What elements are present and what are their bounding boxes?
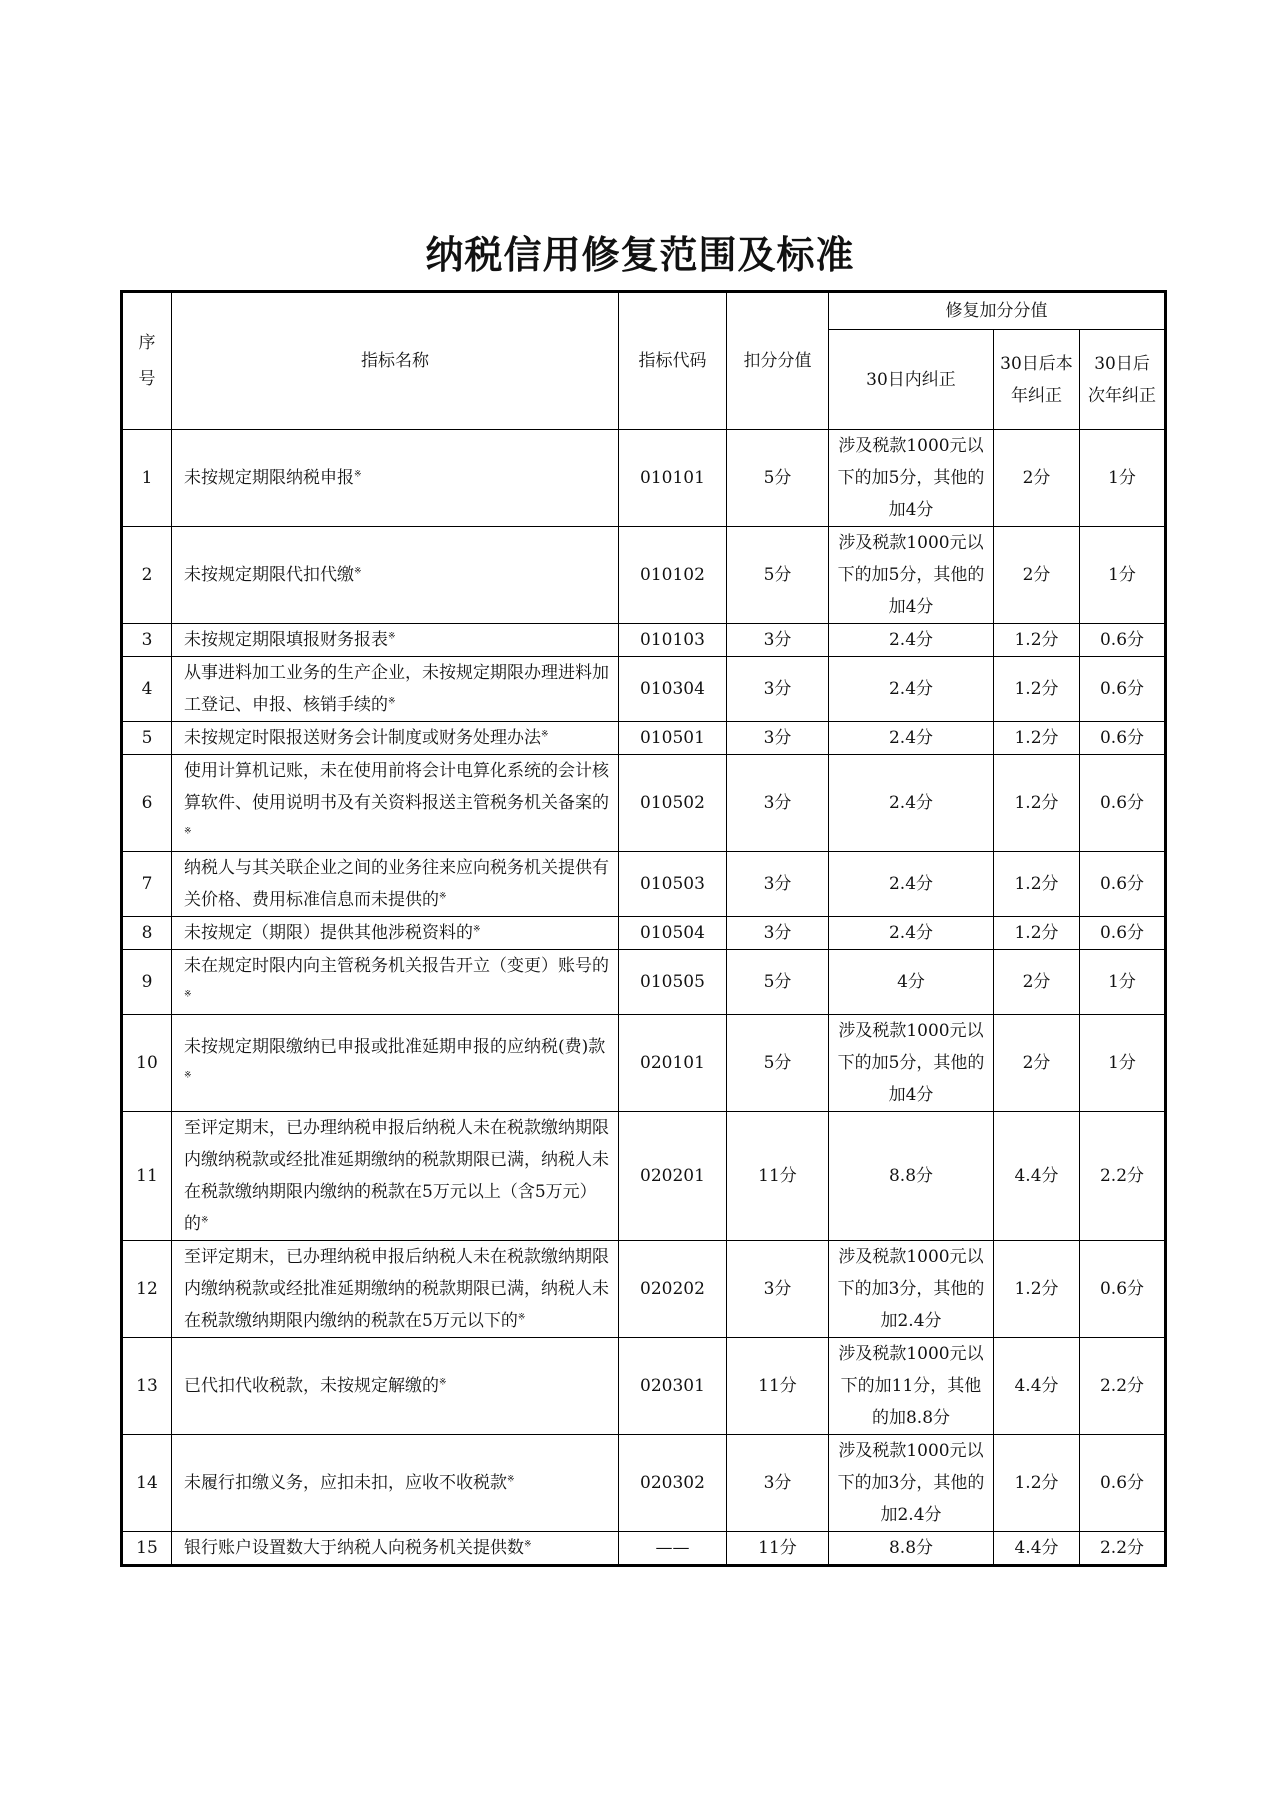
row-this-year-score: 2分 bbox=[994, 1015, 1080, 1112]
row-seq: 10 bbox=[122, 1015, 172, 1112]
row-within30-score: 2.4分 bbox=[829, 657, 994, 722]
indicator-name-text: 未按规定（期限）提供其他涉税资料的 bbox=[184, 923, 473, 943]
row-indicator-name bbox=[172, 917, 619, 950]
row-seq: 7 bbox=[122, 852, 172, 917]
row-within30-score: 涉及税款1000元以下的加5分，其他的加4分 bbox=[829, 527, 994, 624]
row-this-year-score: 1.2分 bbox=[994, 917, 1080, 950]
row-indicator-name bbox=[172, 1338, 619, 1435]
row-this-year-score: 2分 bbox=[994, 527, 1080, 624]
table-row bbox=[122, 1112, 1166, 1241]
indicator-name-text: 银行账户设置数大于纳税人向税务机关提供数 bbox=[184, 1538, 524, 1558]
row-deduct-score: 3分 bbox=[727, 722, 829, 755]
row-indicator-name bbox=[172, 755, 619, 852]
table-row bbox=[122, 755, 1166, 852]
indicator-name-text: 至评定期末，已办理纳税申报后纳税人未在税款缴纳期限内缴纳税款或经批准延期缴纳的税款期限已满，纳税人未在税款缴纳期限内缴纳的税款在5万元以上（含5万元）的 bbox=[184, 1118, 609, 1234]
reference-mark: ※ bbox=[507, 1474, 515, 1485]
row-this-year-score: 4.4分 bbox=[994, 1112, 1080, 1241]
row-this-year-score: 1.2分 bbox=[994, 852, 1080, 917]
page-title: 纳税信用修复范围及标准 bbox=[425, 232, 855, 277]
row-seq: 5 bbox=[122, 722, 172, 755]
row-next-year-score: 1分 bbox=[1080, 527, 1166, 624]
indicator-name-text: 已代扣代收税款，未按规定解缴的 bbox=[184, 1376, 439, 1396]
row-within30-score: 涉及税款1000元以下的加3分，其他的加2.4分 bbox=[829, 1435, 994, 1532]
row-seq: 6 bbox=[122, 755, 172, 852]
row-next-year-score: 1分 bbox=[1080, 950, 1166, 1015]
row-within30-score: 2.4分 bbox=[829, 852, 994, 917]
table-row bbox=[122, 624, 1166, 657]
row-seq: 15 bbox=[122, 1532, 172, 1566]
row-seq: 1 bbox=[122, 430, 172, 527]
header-after30-this-year: 30日后本年纠正 bbox=[994, 330, 1080, 430]
row-this-year-score: 1.2分 bbox=[994, 722, 1080, 755]
row-deduct-score: 11分 bbox=[727, 1532, 829, 1566]
header-code: 指标代码 bbox=[619, 292, 727, 430]
row-seq: 13 bbox=[122, 1338, 172, 1435]
row-deduct-score: 3分 bbox=[727, 852, 829, 917]
credit-repair-table bbox=[120, 290, 1167, 1567]
row-deduct-score: 5分 bbox=[727, 430, 829, 527]
row-next-year-score: 0.6分 bbox=[1080, 852, 1166, 917]
row-code: 010503 bbox=[619, 852, 727, 917]
row-code: 020301 bbox=[619, 1338, 727, 1435]
row-seq: 2 bbox=[122, 527, 172, 624]
reference-mark: ※ bbox=[388, 696, 396, 707]
row-within30-score: 2.4分 bbox=[829, 917, 994, 950]
reference-mark: ※ bbox=[473, 924, 481, 935]
row-within30-score: 涉及税款1000元以下的加5分，其他的加4分 bbox=[829, 430, 994, 527]
header-deduct: 扣分分值 bbox=[727, 292, 829, 430]
reference-mark: ※ bbox=[354, 469, 362, 480]
indicator-name-text: 未按规定期限缴纳已申报或批准延期申报的应纳税(费)款 bbox=[184, 1037, 606, 1057]
reference-mark: ※ bbox=[184, 826, 192, 837]
row-code: 020101 bbox=[619, 1015, 727, 1112]
row-next-year-score: 0.6分 bbox=[1080, 755, 1166, 852]
row-code: 020201 bbox=[619, 1112, 727, 1241]
row-code: 010304 bbox=[619, 657, 727, 722]
row-this-year-score: 1.2分 bbox=[994, 755, 1080, 852]
row-this-year-score: 4.4分 bbox=[994, 1532, 1080, 1566]
header-repair-group: 修复加分分值 bbox=[829, 292, 1166, 330]
indicator-name-text: 未按规定时限报送财务会计制度或财务处理办法 bbox=[184, 728, 541, 748]
table-row bbox=[122, 852, 1166, 917]
row-code: —— bbox=[619, 1532, 727, 1566]
row-seq: 4 bbox=[122, 657, 172, 722]
header-seq-label: 序号 bbox=[138, 333, 156, 389]
row-deduct-score: 5分 bbox=[727, 1015, 829, 1112]
row-within30-score: 4分 bbox=[829, 950, 994, 1015]
row-this-year-score: 1.2分 bbox=[994, 624, 1080, 657]
row-code: 010103 bbox=[619, 624, 727, 657]
row-within30-score: 8.8分 bbox=[829, 1112, 994, 1241]
row-within30-score: 2.4分 bbox=[829, 624, 994, 657]
row-indicator-name bbox=[172, 852, 619, 917]
indicator-name-text: 使用计算机记账，未在使用前将会计电算化系统的会计核算软件、使用说明书及有关资料报送主管税务机关备案的 bbox=[184, 761, 609, 813]
row-next-year-score: 0.6分 bbox=[1080, 917, 1166, 950]
row-code: 010504 bbox=[619, 917, 727, 950]
table-row bbox=[122, 430, 1166, 527]
header-name: 指标名称 bbox=[172, 292, 619, 430]
row-deduct-score: 3分 bbox=[727, 917, 829, 950]
row-this-year-score: 1.2分 bbox=[994, 657, 1080, 722]
table-row bbox=[122, 950, 1166, 1015]
row-deduct-score: 3分 bbox=[727, 624, 829, 657]
row-next-year-score: 2.2分 bbox=[1080, 1532, 1166, 1566]
row-deduct-score: 3分 bbox=[727, 755, 829, 852]
row-next-year-score: 0.6分 bbox=[1080, 657, 1166, 722]
row-indicator-name bbox=[172, 624, 619, 657]
indicator-name-text: 未按规定期限代扣代缴 bbox=[184, 565, 354, 585]
row-deduct-score: 3分 bbox=[727, 1241, 829, 1338]
row-seq: 11 bbox=[122, 1112, 172, 1241]
row-deduct-score: 3分 bbox=[727, 657, 829, 722]
row-within30-score: 涉及税款1000元以下的加3分，其他的加2.4分 bbox=[829, 1241, 994, 1338]
row-indicator-name bbox=[172, 1532, 619, 1566]
row-within30-score: 8.8分 bbox=[829, 1532, 994, 1566]
reference-mark: ※ bbox=[541, 729, 549, 740]
row-this-year-score: 4.4分 bbox=[994, 1338, 1080, 1435]
row-next-year-score: 1分 bbox=[1080, 430, 1166, 527]
row-next-year-score: 1分 bbox=[1080, 1015, 1166, 1112]
reference-mark: ※ bbox=[388, 631, 396, 642]
table-row bbox=[122, 1435, 1166, 1532]
row-code: 010502 bbox=[619, 755, 727, 852]
row-indicator-name bbox=[172, 1241, 619, 1338]
table-row bbox=[122, 722, 1166, 755]
row-indicator-name bbox=[172, 950, 619, 1015]
reference-mark: ※ bbox=[184, 1070, 192, 1081]
table-row bbox=[122, 1338, 1166, 1435]
reference-mark: ※ bbox=[439, 1377, 447, 1388]
table-body bbox=[122, 430, 1166, 1566]
indicator-name-text: 从事进料加工业务的生产企业，未按规定期限办理进料加工登记、申报、核销手续的 bbox=[184, 663, 609, 715]
header-after30-next-year: 30日后次年纠正 bbox=[1080, 330, 1166, 430]
header-within30: 30日内纠正 bbox=[829, 330, 994, 430]
row-deduct-score: 5分 bbox=[727, 950, 829, 1015]
indicator-name-text: 未在规定时限内向主管税务机关报告开立（变更）账号的 bbox=[184, 956, 609, 976]
row-seq: 14 bbox=[122, 1435, 172, 1532]
row-this-year-score: 1.2分 bbox=[994, 1241, 1080, 1338]
row-deduct-score: 11分 bbox=[727, 1112, 829, 1241]
reference-mark: ※ bbox=[184, 989, 192, 1000]
reference-mark: ※ bbox=[517, 1312, 526, 1323]
indicator-name-text: 未履行扣缴义务，应扣未扣，应收不收税款 bbox=[184, 1473, 507, 1493]
table-row bbox=[122, 1015, 1166, 1112]
table-row bbox=[122, 1241, 1166, 1338]
row-next-year-score: 2.2分 bbox=[1080, 1112, 1166, 1241]
row-code: 010501 bbox=[619, 722, 727, 755]
row-deduct-score: 11分 bbox=[727, 1338, 829, 1435]
row-next-year-score: 2.2分 bbox=[1080, 1338, 1166, 1435]
row-indicator-name bbox=[172, 1112, 619, 1241]
row-within30-score: 涉及税款1000元以下的加11分，其他的加8.8分 bbox=[829, 1338, 994, 1435]
row-indicator-name bbox=[172, 1015, 619, 1112]
row-indicator-name bbox=[172, 430, 619, 527]
indicator-name-text: 未按规定期限填报财务报表 bbox=[184, 630, 388, 650]
table-row bbox=[122, 917, 1166, 950]
row-code: 010102 bbox=[619, 527, 727, 624]
row-seq: 9 bbox=[122, 950, 172, 1015]
indicator-name-text: 纳税人与其关联企业之间的业务往来应向税务机关提供有关价格、费用标准信息而未提供的 bbox=[184, 858, 609, 910]
row-next-year-score: 0.6分 bbox=[1080, 722, 1166, 755]
row-code: 020302 bbox=[619, 1435, 727, 1532]
row-deduct-score: 3分 bbox=[727, 1435, 829, 1532]
row-this-year-score: 2分 bbox=[994, 950, 1080, 1015]
row-code: 010101 bbox=[619, 430, 727, 527]
table-row bbox=[122, 657, 1166, 722]
row-within30-score: 2.4分 bbox=[829, 755, 994, 852]
row-within30-score: 涉及税款1000元以下的加5分，其他的加4分 bbox=[829, 1015, 994, 1112]
row-this-year-score: 1.2分 bbox=[994, 1435, 1080, 1532]
row-within30-score: 2.4分 bbox=[829, 722, 994, 755]
row-code: 010505 bbox=[619, 950, 727, 1015]
row-this-year-score: 2分 bbox=[994, 430, 1080, 527]
row-seq: 12 bbox=[122, 1241, 172, 1338]
indicator-name-text: 至评定期末，已办理纳税申报后纳税人未在税款缴纳期限内缴纳税款或经批准延期缴纳的税款期限已满，纳税人未在税款缴纳期限内缴纳的税款在5万元以下的 bbox=[184, 1247, 609, 1331]
reference-mark: ※ bbox=[354, 566, 362, 577]
row-seq: 3 bbox=[122, 624, 172, 657]
row-next-year-score: 0.6分 bbox=[1080, 624, 1166, 657]
row-seq: 8 bbox=[122, 917, 172, 950]
row-next-year-score: 0.6分 bbox=[1080, 1241, 1166, 1338]
table-row bbox=[122, 1532, 1166, 1566]
row-code: 020202 bbox=[619, 1241, 727, 1338]
row-indicator-name bbox=[172, 722, 619, 755]
row-indicator-name bbox=[172, 527, 619, 624]
row-next-year-score: 0.6分 bbox=[1080, 1435, 1166, 1532]
reference-mark: ※ bbox=[439, 891, 447, 902]
reference-mark: ※ bbox=[524, 1539, 532, 1550]
row-deduct-score: 5分 bbox=[727, 527, 829, 624]
row-indicator-name bbox=[172, 657, 619, 722]
table-row bbox=[122, 527, 1166, 624]
header-seq bbox=[122, 292, 172, 430]
reference-mark: ※ bbox=[201, 1215, 209, 1226]
indicator-name-text: 未按规定期限纳税申报 bbox=[184, 468, 354, 488]
row-indicator-name bbox=[172, 1435, 619, 1532]
